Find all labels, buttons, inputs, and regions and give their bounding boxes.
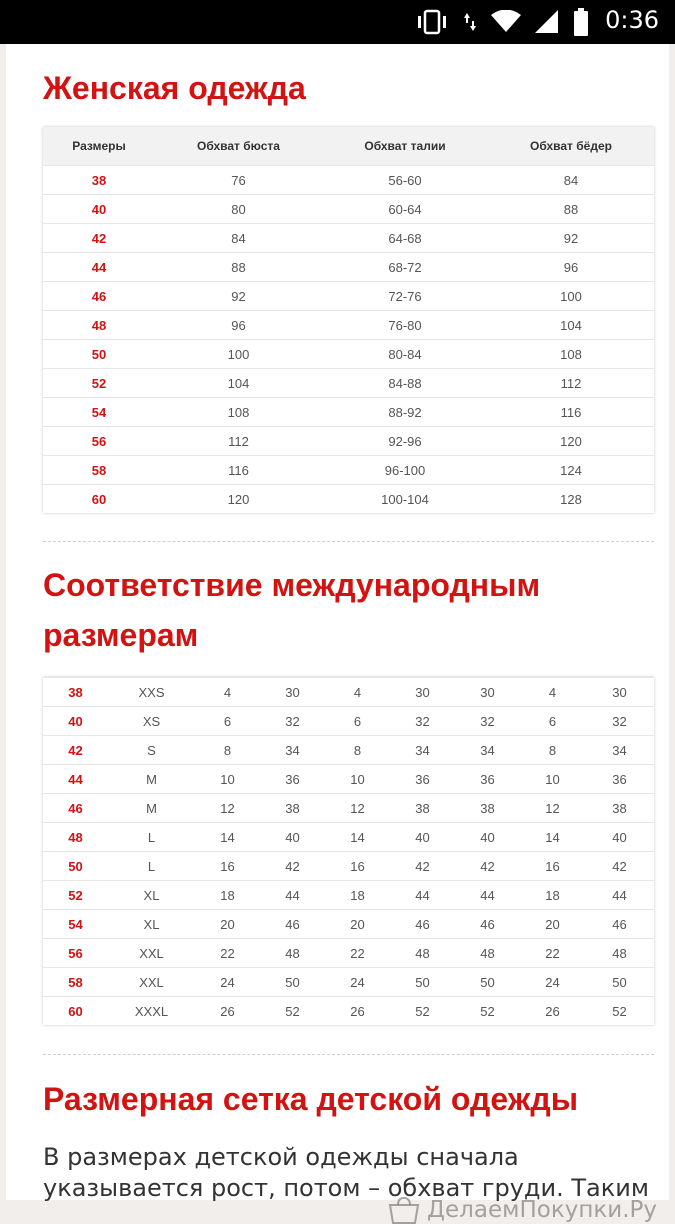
watermark — [387, 1196, 657, 1224]
size-cell: 40 — [43, 195, 155, 224]
table-row — [43, 939, 654, 968]
value-cell: 12 — [325, 794, 390, 823]
table-row — [43, 485, 654, 514]
size-cell: 46 — [43, 282, 155, 311]
value-cell: 60-64 — [322, 195, 488, 224]
kids-section-title: Размерная сетка детской одежды — [43, 1081, 579, 1117]
value-cell: 20 — [195, 910, 260, 939]
value-cell: 46 — [585, 910, 654, 939]
value-cell: 42 — [585, 852, 654, 881]
women-section-title: Женская одежда — [43, 70, 306, 106]
size-cell: 58 — [43, 968, 108, 997]
table-row — [43, 282, 654, 311]
value-cell: 96 — [155, 311, 322, 340]
value-cell: 52 — [455, 997, 520, 1026]
value-cell: 100 — [155, 340, 322, 369]
value-cell: 100-104 — [322, 485, 488, 514]
value-cell: 48 — [260, 939, 325, 968]
clock: 0:36 — [605, 6, 659, 34]
value-cell: 108 — [488, 340, 654, 369]
value-cell: 24 — [325, 968, 390, 997]
table-row — [43, 997, 654, 1026]
size-cell: 60 — [43, 997, 108, 1026]
value-cell: S — [108, 736, 195, 765]
value-cell: 30 — [585, 678, 654, 707]
value-cell: 38 — [585, 794, 654, 823]
size-cell: 46 — [43, 794, 108, 823]
value-cell: 32 — [455, 707, 520, 736]
value-cell: 116 — [155, 456, 322, 485]
value-cell: 36 — [455, 765, 520, 794]
international-section-title: Соответствие международным размерам — [43, 567, 541, 653]
value-cell: 52 — [260, 997, 325, 1026]
table-row — [43, 311, 654, 340]
size-cell: 60 — [43, 485, 155, 514]
value-cell: 26 — [195, 997, 260, 1026]
header-sizes: Размеры — [43, 127, 155, 166]
table-row — [43, 398, 654, 427]
value-cell: 8 — [195, 736, 260, 765]
value-cell: 22 — [195, 939, 260, 968]
value-cell: 116 — [488, 398, 654, 427]
table-row — [43, 678, 654, 707]
table-row — [43, 253, 654, 282]
value-cell: 18 — [195, 881, 260, 910]
value-cell: 8 — [325, 736, 390, 765]
value-cell: 100 — [488, 282, 654, 311]
value-cell: 44 — [455, 881, 520, 910]
value-cell: 36 — [585, 765, 654, 794]
international-size-table — [43, 677, 654, 1025]
table-row — [43, 765, 654, 794]
value-cell: 46 — [390, 910, 455, 939]
value-cell: 92-96 — [322, 427, 488, 456]
size-cell: 44 — [43, 765, 108, 794]
value-cell: XS — [108, 707, 195, 736]
value-cell: 34 — [455, 736, 520, 765]
women-size-table — [43, 127, 654, 513]
article-content — [6, 44, 669, 1223]
data-arrows-icon — [463, 9, 477, 35]
size-cell: 54 — [43, 398, 155, 427]
value-cell: 24 — [520, 968, 585, 997]
watermark-text: ДелаемПокупки.Ру — [427, 1197, 657, 1223]
value-cell: 42 — [455, 852, 520, 881]
value-cell: 52 — [585, 997, 654, 1026]
value-cell: 26 — [520, 997, 585, 1026]
value-cell: 30 — [260, 678, 325, 707]
size-cell: 48 — [43, 311, 155, 340]
header-hips: Обхват бёдер — [488, 127, 654, 166]
value-cell: 26 — [325, 997, 390, 1026]
value-cell: 112 — [488, 369, 654, 398]
value-cell: 30 — [455, 678, 520, 707]
value-cell: M — [108, 765, 195, 794]
value-cell: 112 — [155, 427, 322, 456]
value-cell: 48 — [455, 939, 520, 968]
value-cell: 18 — [325, 881, 390, 910]
value-cell: 88-92 — [322, 398, 488, 427]
value-cell: 40 — [260, 823, 325, 852]
size-cell: 52 — [43, 881, 108, 910]
value-cell: 50 — [390, 968, 455, 997]
size-cell: 40 — [43, 707, 108, 736]
value-cell: 10 — [325, 765, 390, 794]
kids-intro-paragraph: В размерах детской одежды сначала указывается рост, потом – обхват груди. Таким — [43, 1143, 649, 1202]
table-row — [43, 456, 654, 485]
value-cell: L — [108, 852, 195, 881]
value-cell: 4 — [520, 678, 585, 707]
table-row — [43, 195, 654, 224]
value-cell: XXXL — [108, 997, 195, 1026]
size-cell: 52 — [43, 369, 155, 398]
table-row — [43, 340, 654, 369]
table-row — [43, 881, 654, 910]
value-cell: 80-84 — [322, 340, 488, 369]
table-row — [43, 736, 654, 765]
value-cell: 38 — [455, 794, 520, 823]
table-row — [43, 910, 654, 939]
value-cell: 22 — [325, 939, 390, 968]
value-cell: 104 — [155, 369, 322, 398]
status-icons — [415, 8, 589, 36]
value-cell: 50 — [585, 968, 654, 997]
shopping-bag-icon — [387, 1196, 421, 1224]
size-cell: 42 — [43, 736, 108, 765]
size-cell: 44 — [43, 253, 155, 282]
value-cell: 88 — [155, 253, 322, 282]
size-cell: 42 — [43, 224, 155, 253]
table-row — [43, 794, 654, 823]
table-row — [43, 852, 654, 881]
table-row — [43, 166, 654, 195]
value-cell: 6 — [520, 707, 585, 736]
value-cell: 16 — [195, 852, 260, 881]
value-cell: XL — [108, 910, 195, 939]
value-cell: 16 — [325, 852, 390, 881]
value-cell: XL — [108, 881, 195, 910]
value-cell: 30 — [390, 678, 455, 707]
value-cell: XXL — [108, 968, 195, 997]
value-cell: 76-80 — [322, 311, 488, 340]
value-cell: 84 — [488, 166, 654, 195]
cell-signal-icon — [535, 10, 559, 34]
battery-icon — [573, 8, 589, 36]
value-cell: 68-72 — [322, 253, 488, 282]
value-cell: 34 — [585, 736, 654, 765]
section-divider — [43, 541, 654, 542]
value-cell: 14 — [195, 823, 260, 852]
size-cell: 56 — [43, 427, 155, 456]
table-row — [43, 369, 654, 398]
value-cell: 64-68 — [322, 224, 488, 253]
value-cell: 22 — [520, 939, 585, 968]
value-cell: 38 — [260, 794, 325, 823]
table-row — [43, 968, 654, 997]
value-cell: 10 — [520, 765, 585, 794]
value-cell: 44 — [585, 881, 654, 910]
value-cell: 84 — [155, 224, 322, 253]
header-waist: Обхват талии — [322, 127, 488, 166]
value-cell: 76 — [155, 166, 322, 195]
value-cell: 96-100 — [322, 456, 488, 485]
value-cell: 92 — [488, 224, 654, 253]
value-cell: 20 — [520, 910, 585, 939]
value-cell: 24 — [195, 968, 260, 997]
value-cell: XXL — [108, 939, 195, 968]
value-cell: 46 — [260, 910, 325, 939]
status-bar — [0, 0, 675, 44]
value-cell: 4 — [325, 678, 390, 707]
value-cell: 88 — [488, 195, 654, 224]
size-cell: 56 — [43, 939, 108, 968]
value-cell: 10 — [195, 765, 260, 794]
value-cell: 16 — [520, 852, 585, 881]
value-cell: 40 — [585, 823, 654, 852]
value-cell: 32 — [390, 707, 455, 736]
value-cell: 36 — [390, 765, 455, 794]
value-cell: XXS — [108, 678, 195, 707]
value-cell: 14 — [520, 823, 585, 852]
vibrate-icon — [415, 9, 449, 35]
wifi-icon — [491, 10, 521, 34]
value-cell: 46 — [455, 910, 520, 939]
table-row — [43, 707, 654, 736]
value-cell: 40 — [390, 823, 455, 852]
value-cell: 96 — [488, 253, 654, 282]
value-cell: 34 — [260, 736, 325, 765]
value-cell: 44 — [390, 881, 455, 910]
value-cell: 12 — [520, 794, 585, 823]
table-row — [43, 427, 654, 456]
value-cell: 128 — [488, 485, 654, 514]
value-cell: 42 — [390, 852, 455, 881]
value-cell: 72-76 — [322, 282, 488, 311]
value-cell: 84-88 — [322, 369, 488, 398]
value-cell: 4 — [195, 678, 260, 707]
value-cell: 32 — [585, 707, 654, 736]
value-cell: 34 — [390, 736, 455, 765]
value-cell: 50 — [455, 968, 520, 997]
value-cell: 20 — [325, 910, 390, 939]
value-cell: 8 — [520, 736, 585, 765]
value-cell: 40 — [455, 823, 520, 852]
size-cell: 54 — [43, 910, 108, 939]
value-cell: 50 — [260, 968, 325, 997]
value-cell: 18 — [520, 881, 585, 910]
size-cell: 38 — [43, 678, 108, 707]
value-cell: 92 — [155, 282, 322, 311]
value-cell: 6 — [195, 707, 260, 736]
header-bust: Обхват бюста — [155, 127, 322, 166]
section-divider — [43, 1054, 654, 1055]
value-cell: 120 — [155, 485, 322, 514]
value-cell: 38 — [390, 794, 455, 823]
size-cell: 38 — [43, 166, 155, 195]
value-cell: 104 — [488, 311, 654, 340]
table-row — [43, 823, 654, 852]
size-cell: 50 — [43, 852, 108, 881]
value-cell: 48 — [390, 939, 455, 968]
value-cell: L — [108, 823, 195, 852]
value-cell: 32 — [260, 707, 325, 736]
value-cell: 108 — [155, 398, 322, 427]
value-cell: 44 — [260, 881, 325, 910]
value-cell: 120 — [488, 427, 654, 456]
value-cell: 6 — [325, 707, 390, 736]
value-cell: 80 — [155, 195, 322, 224]
value-cell: 14 — [325, 823, 390, 852]
value-cell: 12 — [195, 794, 260, 823]
value-cell: 36 — [260, 765, 325, 794]
value-cell: 48 — [585, 939, 654, 968]
value-cell: 56-60 — [322, 166, 488, 195]
value-cell: 124 — [488, 456, 654, 485]
table-header-row — [43, 127, 654, 166]
value-cell: 52 — [390, 997, 455, 1026]
table-row — [43, 224, 654, 253]
size-cell: 58 — [43, 456, 155, 485]
value-cell: 42 — [260, 852, 325, 881]
size-cell: 50 — [43, 340, 155, 369]
value-cell: M — [108, 794, 195, 823]
size-cell: 48 — [43, 823, 108, 852]
